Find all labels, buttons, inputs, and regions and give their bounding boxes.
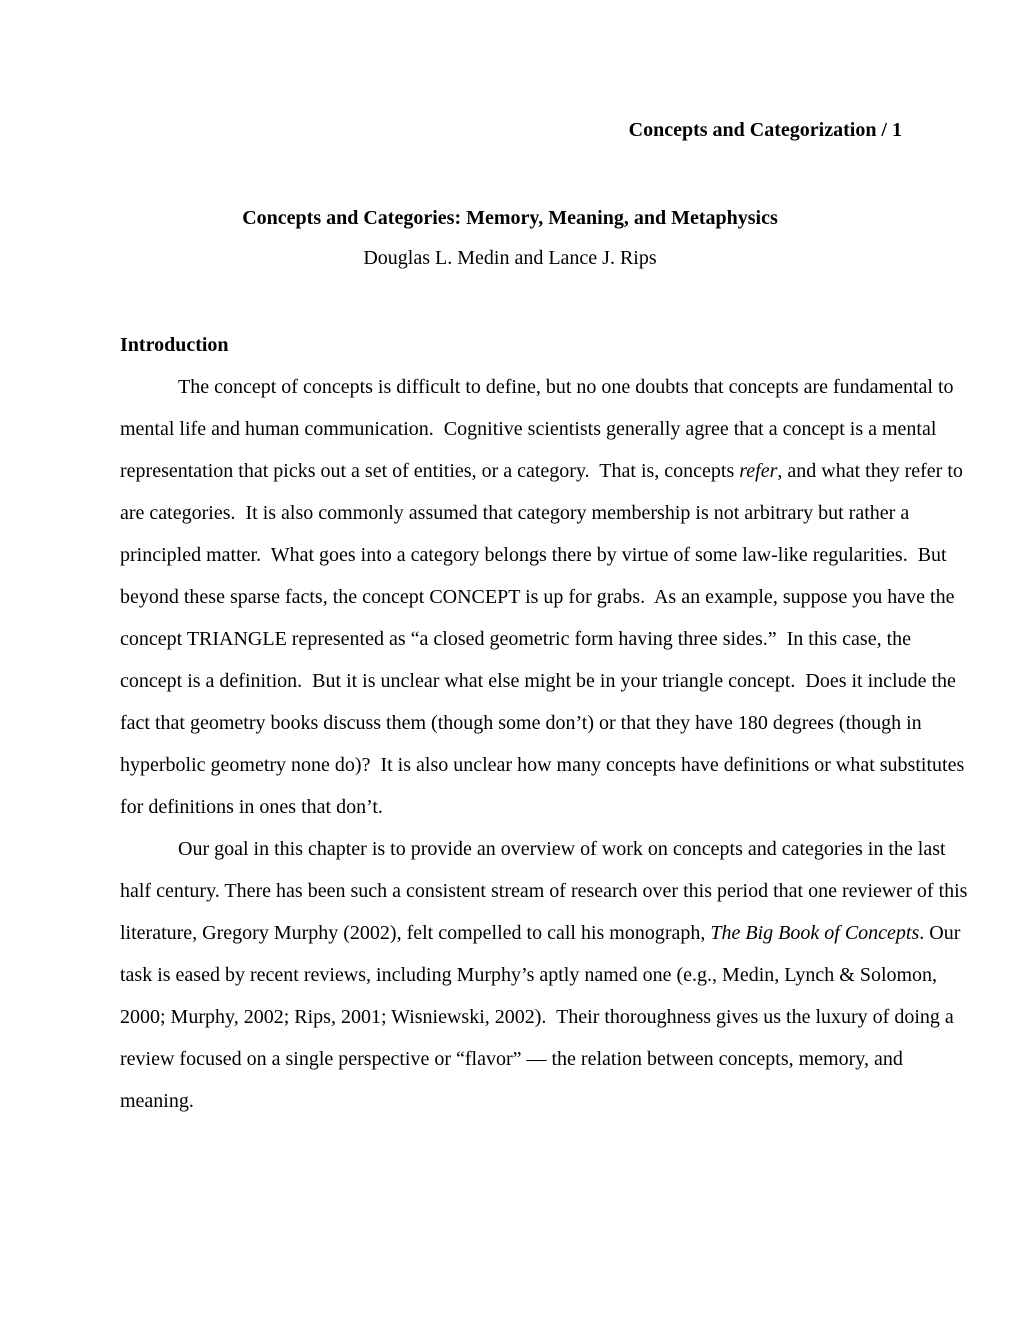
- text-line: 2000; Murphy, 2002; Rips, 2001; Wisniewski, 2002). Their thoroughness gives us the luxury of doing a: [120, 1006, 954, 1028]
- document-body: [120, 366, 968, 1122]
- text-line: concept TRIANGLE represented as “a closed geometric form having three sides.” In this case, the: [120, 628, 912, 650]
- text-line: are categories. It is also commonly assumed that category membership is not arbitrary but rather a: [120, 502, 910, 524]
- text-line: task is eased by recent reviews, including Murphy’s aptly named one (e.g., Medin, Lynch & Solomon,: [120, 964, 938, 986]
- text-line: fact that geometry books discuss them (though some don’t) or that they have 180 degrees (though in: [120, 712, 922, 734]
- paragraph: [120, 366, 965, 828]
- text-line: beyond these sparse facts, the concept CONCEPT is up for grabs. As an example, suppose you have the: [120, 586, 955, 608]
- text-line: for definitions in ones that don’t.: [120, 796, 383, 818]
- page-title: Concepts and Categories: Memory, Meaning, and Metaphysics: [242, 207, 778, 229]
- author-byline: Douglas L. Medin and Lance J. Rips: [363, 247, 657, 269]
- text-line: The concept of concepts is difficult to define, but no one doubts that concepts are fundamental to: [178, 376, 954, 398]
- text-line: hyperbolic geometry none do)? It is also unclear how many concepts have definitions or what substitutes: [120, 754, 965, 776]
- running-head: Concepts and Categorization / 1: [628, 119, 902, 141]
- text-line: Our goal in this chapter is to provide an overview of work on concepts and categories in the last: [178, 838, 946, 860]
- text-line: representation that picks out a set of entities, or a category. That is, concepts refer, and what they refer to: [120, 460, 963, 482]
- section-heading-introduction: Introduction: [120, 334, 229, 356]
- text-line: meaning.: [120, 1090, 194, 1112]
- text-line: review focused on a single perspective or “flavor” — the relation between concepts, memory, and: [120, 1048, 903, 1070]
- text-line: mental life and human communication. Cognitive scientists generally agree that a concept is a mental: [120, 418, 937, 440]
- text-line: literature, Gregory Murphy (2002), felt compelled to call his monograph, The Big Book of Concepts. Our: [120, 922, 961, 944]
- paragraph: [120, 828, 968, 1122]
- text-line: concept is a definition. But it is unclear what else might be in your triangle concept. Does it include the: [120, 670, 956, 692]
- text-line: principled matter. What goes into a category belongs there by virtue of some law-like regularities. But: [120, 544, 947, 566]
- text-line: half century. There has been such a consistent stream of research over this period that one reviewer of this: [120, 880, 968, 902]
